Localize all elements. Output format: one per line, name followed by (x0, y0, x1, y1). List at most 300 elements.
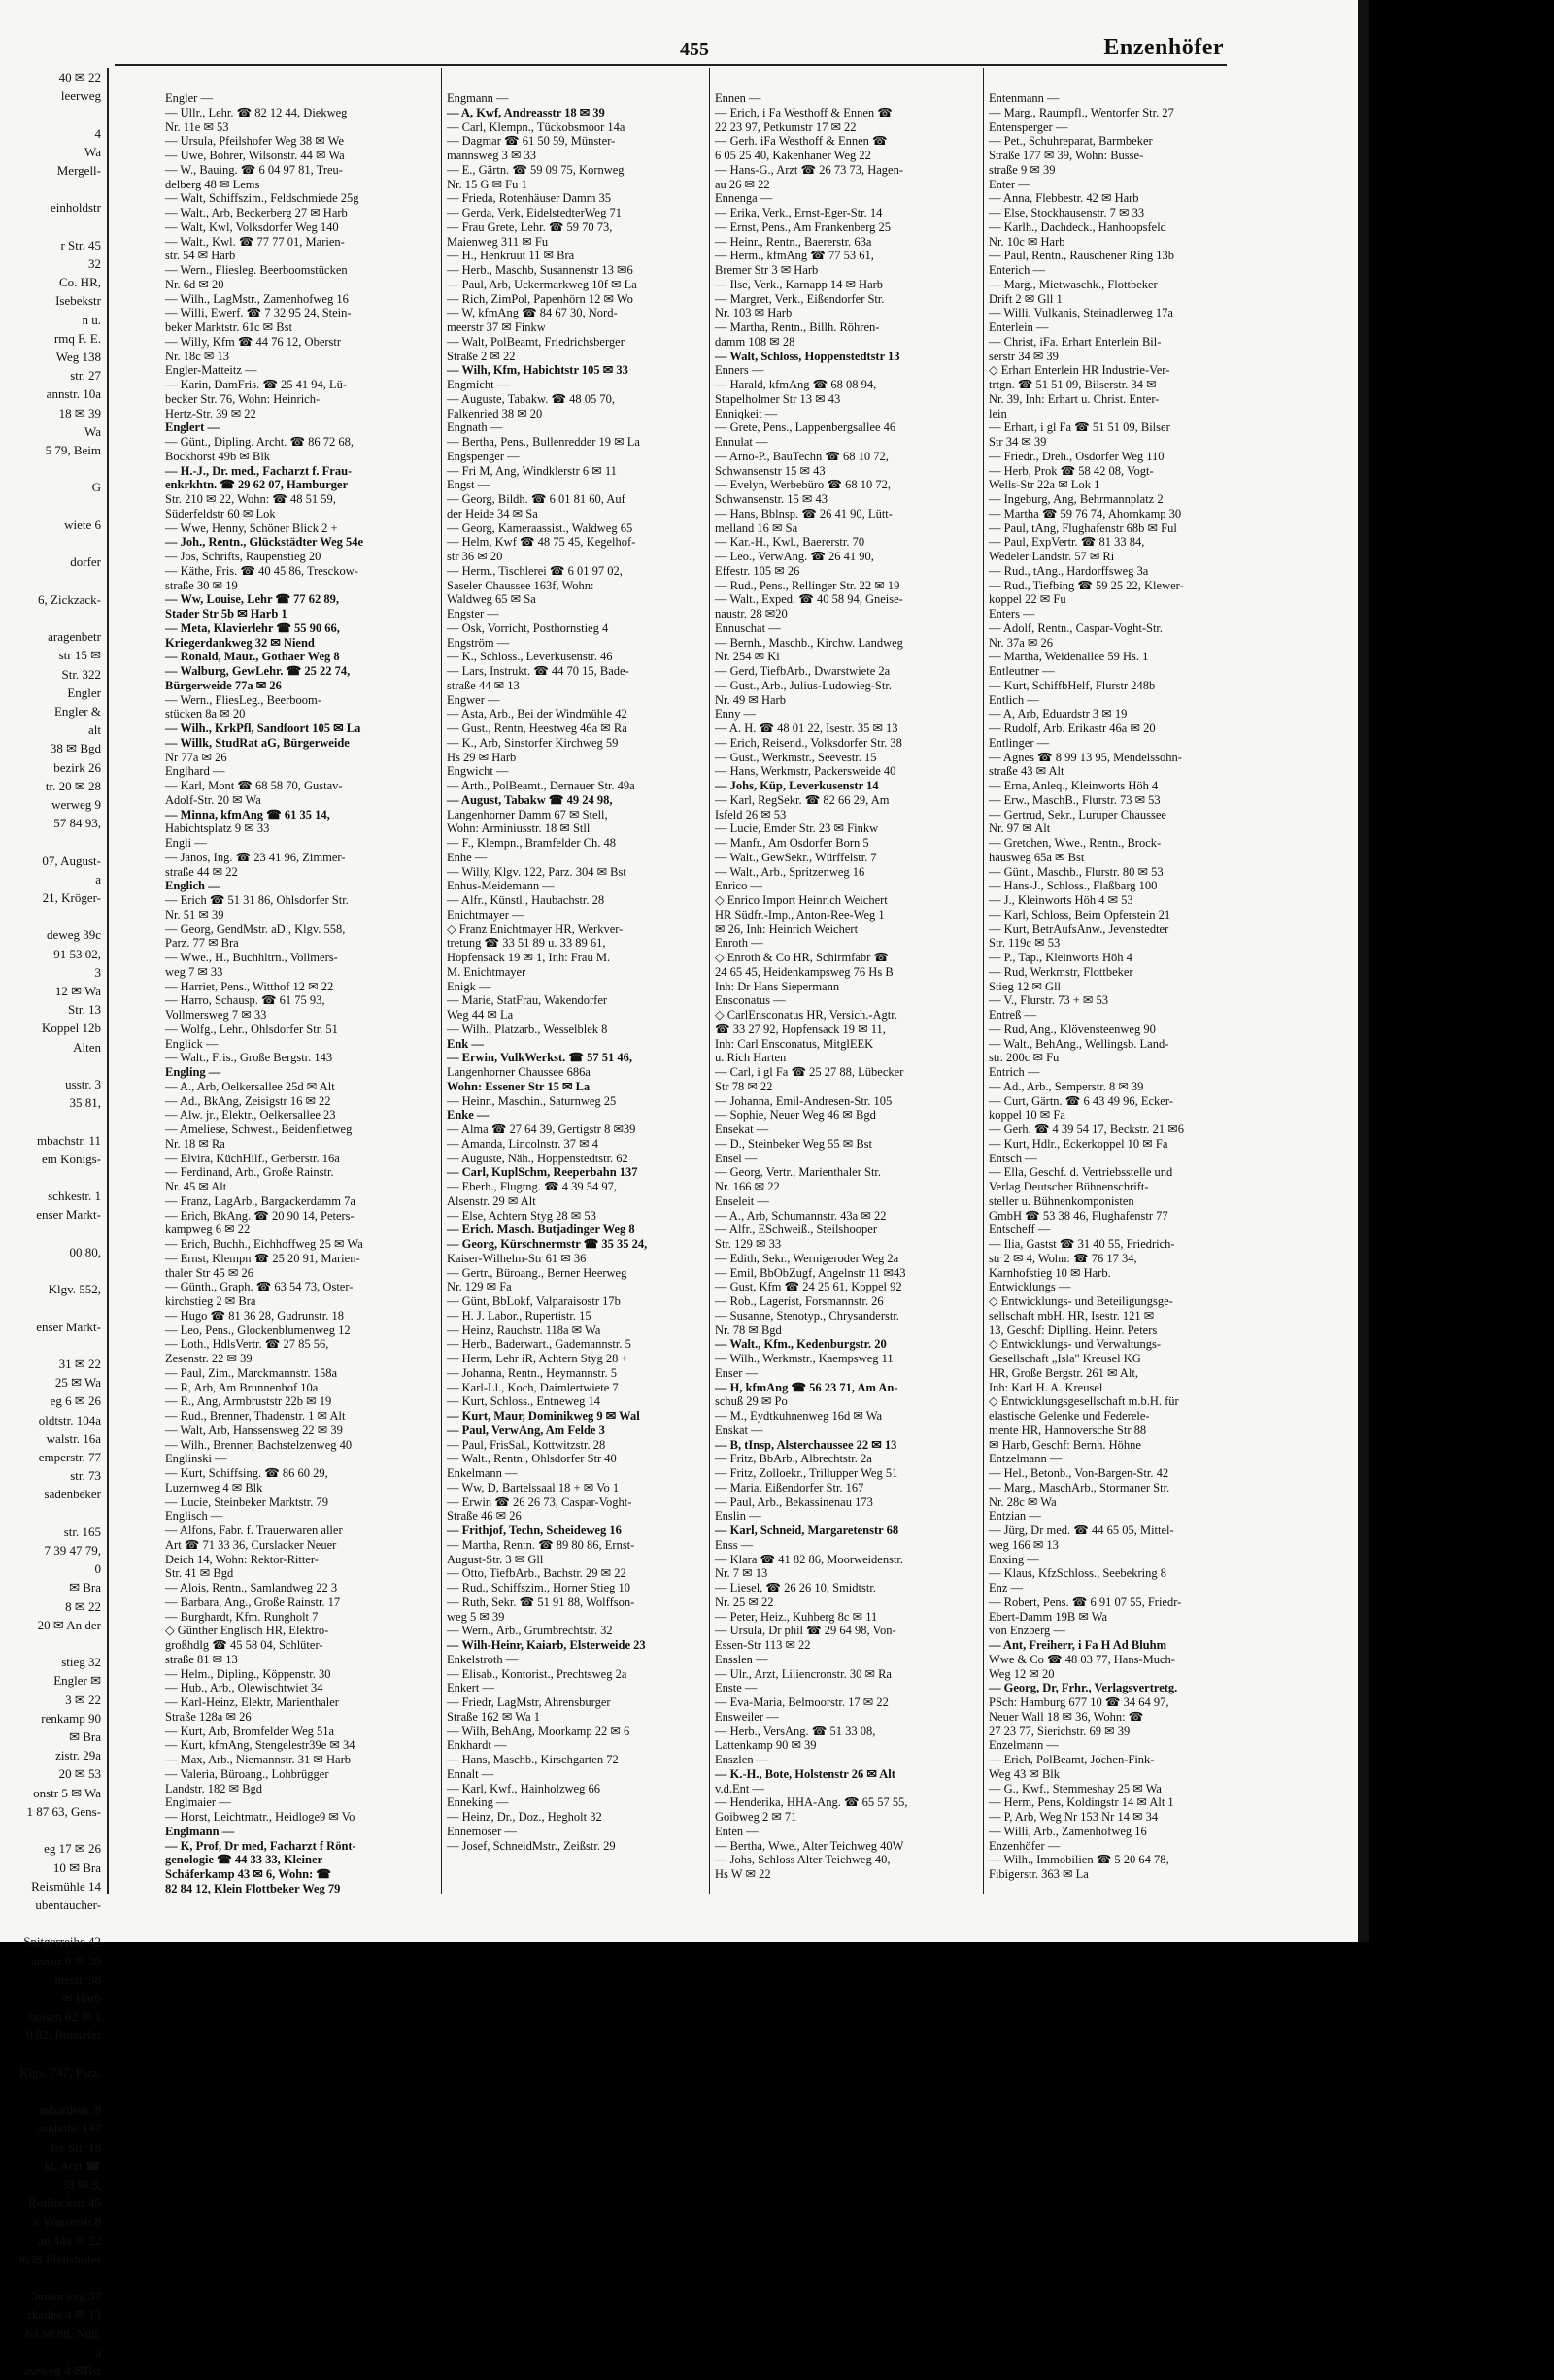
directory-entry-line: — Martha, Rentn., Billh. Röhren- (715, 320, 880, 334)
directory-entry-line: — Osk, Vorricht, Posthornstieg 4 (447, 620, 609, 635)
directory-entry-line: — Karl-Heinz, Elektr, Marienthaler (165, 1695, 339, 1709)
directory-entry-line: Nr. 25 ✉ 22 (715, 1594, 774, 1609)
directory-entry-line: Enter — (989, 177, 1030, 191)
directory-entry-line: — Herb., Baderwart., Gademannstr. 5 (447, 1337, 631, 1352)
directory-entry-line: — A. H. ☎ 48 01 22, Isestr. 35 ✉ 13 (715, 721, 898, 735)
directory-entry-line: Nr 77a ✉ 26 (165, 750, 227, 764)
directory-entry-line: schuß 29 ✉ Po (715, 1394, 788, 1409)
directory-entry-line: delberg 48 ✉ Lems (165, 177, 260, 191)
directory-entry-line: — R, Arb, Am Brunnenhof 10a (165, 1380, 319, 1394)
directory-entry-line: Engmann — (447, 91, 509, 105)
directory-entry-line: Lattenkamp 90 ✉ 39 (715, 1738, 817, 1753)
directory-entry-line: Ensslen — (715, 1652, 768, 1666)
directory-entry-line: steller u. Bühnenkomponisten (989, 1193, 1134, 1208)
fragment-line: rmq F. E. (53, 330, 101, 346)
fragment-line (0, 1336, 107, 1355)
fragment-line: 3 (94, 964, 101, 980)
fragment-line: 8 ✉ 22 (65, 1598, 101, 1614)
directory-entry-line: Engler — (165, 91, 213, 105)
directory-entry-line: — Lucie, Emder Str. 23 ✉ Finkw (715, 821, 879, 836)
fragment-line (0, 497, 107, 516)
fragment-line: au 44a ✉ 22 (38, 2232, 101, 2248)
fragment-line: 21, Kröger- (42, 889, 101, 905)
fragment-line: ✉ Harb (61, 1990, 101, 2005)
directory-entry-line: Entsch — (989, 1151, 1037, 1165)
fragment-line: Str. 322 (61, 666, 101, 682)
fragment-line: 63 58 88, Nüß, (25, 2326, 101, 2341)
directory-entry-line: — H, kfmAng ☎ 56 23 71, Am An- (715, 1380, 898, 1394)
fragment-line: em Königs- (41, 1151, 101, 1166)
directory-entry-line: serstr 34 ✉ 39 (989, 349, 1059, 363)
fragment-line: annstr. 10a (46, 386, 101, 402)
directory-entry-line: — Gerd, TiefbArb., Dwarstwiete 2a (715, 664, 891, 678)
directory-entry-line: Neuer Wall 18 ✉ 36, Wohn: ☎ (989, 1709, 1144, 1724)
directory-entry-line: Nr. 129 ✉ Fa (447, 1280, 512, 1294)
fragment-line: 35 81, (69, 1095, 101, 1111)
directory-entry-line: — Christ, iFa. Erhart Enterlein Bil- (989, 334, 1162, 349)
directory-entry-line: weg 7 ✉ 33 (165, 964, 223, 979)
directory-entry-line: ◇ Entwicklungs- und Beteiligungsge- (989, 1294, 1173, 1308)
fragment-line: 12 ✉ Wa (54, 983, 101, 998)
directory-entry-line: Stader Str 5b ✉ Harb 1 (165, 607, 287, 620)
directory-entry-line: meerstr 37 ✉ Finkw (447, 320, 546, 334)
directory-entry-line: — Helm, Kwf ☎ 48 75 45, Kegelhof- (447, 535, 636, 550)
fragment-line: leerweg (60, 88, 101, 104)
directory-entry-line: — Minna, kfmAng ☎ 61 35 14, (165, 807, 330, 821)
directory-entry-line: Weg 43 ✉ Blk (989, 1766, 1061, 1781)
directory-entry-line: Wells-Str 22a ✉ Lok 1 (989, 478, 1100, 492)
directory-entry-line: — Rud, Werkmstr, Flottbeker (989, 964, 1133, 979)
fragment-line: Klgv. 552, (48, 1282, 101, 1297)
directory-entry-line: Parz. 77 ✉ Bra (165, 936, 239, 951)
directory-entry-line: Engster — (447, 607, 499, 620)
directory-entry-line: Englhard — (165, 764, 225, 779)
directory-entry-line: — Marg., Mietwaschk., Flottbeker (989, 277, 1158, 291)
directory-entry-line: — Bertha, Wwe., Alter Teichweg 40W (715, 1838, 904, 1853)
directory-entry-line: — Wern., FliesLeg., Beerboom- (165, 692, 321, 707)
directory-entry-line: Ebert-Damm 19B ✉ Wa (989, 1609, 1108, 1624)
directory-entry-line: — Hugo ☎ 81 36 28, Gudrunstr. 18 (165, 1308, 344, 1323)
directory-entry-line: Saseler Chaussee 163f, Wohn: (447, 578, 594, 592)
directory-entry-line: — M., Eydtkuhnenweg 16d ✉ Wa (715, 1409, 883, 1423)
directory-entry-line: — Kurt, Hdlr., Eckerkoppel 10 ✉ Fa (989, 1136, 1168, 1151)
directory-entry-line: — Lucie, Steinbeker Marktstr. 79 (165, 1494, 329, 1509)
directory-entry-line: Wohn: Arminiusstr. 18 ✉ Stll (447, 821, 591, 836)
directory-entry-line: — Burghardt, Kfm. Rungholt 7 (165, 1609, 319, 1624)
fragment-line (0, 2045, 107, 2063)
directory-entry-line: — Meta, Klavierlehr ☎ 55 90 66, (165, 620, 340, 635)
directory-entry-line: — Klaus, KfzSchloss., Seebekring 8 (989, 1566, 1166, 1581)
page-number: 455 (680, 39, 709, 60)
directory-entry-line: Nr. 15 G ✉ Fu 1 (447, 177, 527, 191)
directory-entry-line: — Willy, Klgv. 122, Parz. 304 ✉ Bst (447, 864, 626, 879)
fragment-line: Wa (84, 144, 101, 159)
directory-entry-line: — Walt, Arb, Hanssensweg 22 ✉ 39 (165, 1423, 343, 1437)
directory-entry-line: straße 44 ✉ 22 (165, 864, 238, 879)
directory-entry-line: — Walt, Kwl, Volksdorfer Weg 140 (165, 219, 339, 234)
fragment-line: enser Markt- (36, 1207, 101, 1223)
directory-entry-line: — August, Tabakw ☎ 49 24 98, (447, 792, 613, 807)
fragment-line: Rolfinckstr 45 (28, 2196, 101, 2211)
directory-entry-line: Drift 2 ✉ Gll 1 (989, 291, 1063, 306)
fragment-line: wiete 6 (64, 517, 101, 532)
fragment-line: 3 ✉ 22 (65, 1692, 101, 1707)
directory-entry-line: Luzernweg 4 ✉ Blk (165, 1480, 263, 1494)
directory-entry-line: beker Marktstr. 61c ✉ Bst (165, 320, 292, 334)
directory-entry-line: — Frithjof, Techn, Scheideweg 16 (447, 1524, 622, 1537)
directory-entry-line: Engspenger — (447, 449, 520, 463)
directory-entry-line: — Herb, Prok ☎ 58 42 08, Vogt- (989, 463, 1154, 478)
fragment-line: deweg 39c (47, 927, 101, 943)
directory-entry-line: Enhe — (447, 850, 488, 864)
directory-entry-line: — Wilh., Platzarb., Wesselblek 8 (447, 1022, 608, 1036)
directory-entry-line: — Ameliese, Schwest., Beidenfletweg (165, 1123, 353, 1136)
directory-entry-line: — Leo, Pens., Glockenblumenweg 12 (165, 1323, 351, 1337)
directory-entry-line: — Willk, StudRat aG, Bürgerweide (165, 735, 350, 750)
fragment-line: str. 165 (63, 1524, 101, 1539)
fragment-line (0, 571, 107, 589)
column-divider (983, 68, 984, 1894)
directory-entry-line: — Manfr., Am Osdorfer Born 5 (715, 836, 869, 850)
directory-entry-line: — Alfr., Künstl., Haubachstr. 28 (447, 893, 605, 907)
directory-entry-line: Nr. 18c ✉ 13 (165, 349, 230, 363)
directory-entry-line: Engnath — (447, 420, 503, 435)
fragment-line: 0 82, Borsteler (26, 2028, 101, 2043)
fragment-line: 6, Zickzack- (38, 591, 101, 607)
directory-entry-line: — Alw. jr., Elektr., Oelkersallee 23 (165, 1108, 336, 1123)
fragment-line: mestr. 38 (54, 1971, 101, 1987)
fragment-line: stieg 32 (61, 1655, 101, 1670)
fragment-line: Str. 13 (68, 1002, 101, 1018)
fragment-line: 20 ✉ 53 (58, 1766, 101, 1782)
directory-entry-line: — Wilh., Brenner, Bachstelzenweg 40 (165, 1437, 353, 1452)
fragment-line: 36 ✉ Pfeilshofer (16, 2251, 101, 2266)
directory-entry-line: — Erhart, i gl Fa ☎ 51 51 09, Bilser (989, 420, 1170, 435)
directory-entry-line: — Johs, Schloss Alter Teichweg 40, (715, 1853, 891, 1867)
directory-entry-line: ◇ Franz Enichtmayer HR, Werkver- (447, 922, 624, 936)
directory-entry-line: Engmicht — (447, 378, 510, 391)
fragment-line: 40 ✉ 22 (58, 70, 101, 84)
directory-entry-line: Schwansenstr 15 ✉ 43 (715, 463, 826, 478)
directory-entry-line: — Ww, D, Bartelssaal 18 + ✉ Vo 1 (447, 1480, 620, 1494)
directory-entry-line: Nr. 51 ✉ 39 (165, 907, 224, 922)
directory-entry-line: Engler-Matteitz — (165, 363, 257, 378)
fragment-line (0, 1298, 107, 1317)
directory-entry-line: Enroth — (715, 936, 763, 951)
directory-entry-line: Nr. 166 ✉ 22 (715, 1180, 780, 1193)
fragment-line: 32 (88, 256, 101, 272)
directory-entry-line: Falkenried 38 ✉ 20 (447, 406, 543, 420)
directory-entry-line: weg 166 ✉ 13 (989, 1537, 1059, 1552)
directory-entry-line: — V., Flurstr. 73 + ✉ 53 (989, 993, 1108, 1008)
directory-entry-line: — Henderika, HHA-Ang. ☎ 65 57 55, (715, 1795, 908, 1810)
directory-entry-line: — Karl, Schloss, Beim Opferstein 21 (989, 907, 1171, 922)
fragment-line: ✉ Bra (69, 1580, 101, 1595)
directory-entry-line: — Gerh. ☎ 4 39 54 17, Beckstr. 21 ✉6 (989, 1123, 1185, 1136)
directory-entry-line: str 2 ✉ 4, Wohn: ☎ 76 17 34, (989, 1251, 1137, 1265)
fragment-line: 18 ✉ 39 (58, 405, 101, 420)
directory-entry-line: — Willi, Vulkanis, Steinadlerweg 17a (989, 306, 1173, 320)
fragment-line: rkallee 4 ✉ 13 (27, 2307, 101, 2323)
directory-entry-line: Enters — (989, 607, 1035, 620)
directory-entry-line: — R., Ang, Armbruststr 22b ✉ 19 (165, 1394, 332, 1409)
fragment-line: 07, August- (42, 853, 101, 868)
fragment-line: enser Markt- (36, 1319, 101, 1334)
directory-entry-line: Schäferkamp 43 ✉ 6, Wohn: ☎ (165, 1867, 331, 1881)
directory-entry-line: straße 44 ✉ 13 (447, 678, 520, 692)
fragment-line: Snitgerreihe 42 (23, 1934, 101, 1950)
directory-entry-line: — Hans-J., Schloss., Flaßbarg 100 (989, 879, 1158, 893)
directory-entry-line: — Johanna, Rentn., Heymannstr. 5 (447, 1365, 617, 1380)
fragment-line: str 15 ✉ (58, 648, 101, 663)
directory-entry-line: — Jos, Schrifts, Raupenstieg 20 (165, 550, 321, 563)
directory-entry-line: der Heide 34 ✉ Sa (447, 506, 538, 520)
directory-entry-line: becker Str. 76, Wohn: Heinrich- (165, 391, 321, 406)
directory-entry-line: PSch: Hamburg 677 10 ☎ 34 64 97, (989, 1695, 1169, 1709)
fragment-line (0, 459, 107, 478)
fragment-line: einholdstr (51, 200, 101, 216)
directory-entry-line: August-Str. 3 ✉ Gll (447, 1552, 544, 1566)
directory-entry-line: — Bernh., Maschb., Kirchw. Landweg (715, 635, 903, 650)
directory-entry-line: Inh: Dr Hans Siepermann (715, 979, 840, 993)
fragment-line: renkamp 90 (41, 1710, 101, 1726)
fragment-line (0, 180, 107, 198)
directory-entry-line: — Ilse, Verk., Karnapp 14 ✉ Harb (715, 277, 884, 291)
directory-entry-line: — Harro, Schausp. ☎ 61 75 93, (165, 993, 325, 1008)
running-head: Enzenhöfer (1103, 35, 1224, 60)
fragment-line: Mergell- (56, 163, 101, 179)
directory-entry-line: straße 43 ✉ Alt (989, 764, 1064, 779)
directory-entry-line: — Paul, Zim., Marckmannstr. 158a (165, 1365, 338, 1380)
directory-entry-line: Ensel — (715, 1151, 758, 1165)
directory-entry-line: — Johs, Küp, Leverkusenstr 14 (715, 779, 879, 792)
fragment-line: ✉ Bra (69, 1729, 101, 1745)
directory-entry-line: Weg 44 ✉ La (447, 1008, 514, 1022)
directory-entry-line: — Marg., MaschArb., Stormaner Str. (989, 1480, 1170, 1494)
directory-entry-line: — Gust., Werkmstr., Seevestr. 15 (715, 750, 877, 764)
directory-entry-line: Str. 119c ✉ 53 (989, 936, 1061, 951)
directory-entry-line: — Karin, DamFris. ☎ 25 41 94, Lü- (165, 378, 348, 391)
directory-entry-line: — Auguste, Näh., Hoppenstedtstr. 62 (447, 1151, 628, 1165)
directory-entry-line: Art ☎ 71 33 36, Curslacker Neuer (165, 1537, 337, 1552)
directory-entry-line: — Walt., BehAng., Wellingsb. Land- (989, 1036, 1169, 1051)
directory-entry-line: — Jürg, Dr med. ☎ 44 65 05, Mittel- (989, 1524, 1174, 1537)
directory-entry-line: Nr. 97 ✉ Alt (989, 821, 1051, 836)
fragment-line: 4 (94, 125, 101, 141)
fragment-line (0, 2082, 107, 2100)
fragment-line (0, 1821, 107, 1839)
directory-entry-line: Fibigerstr. 363 ✉ La (989, 1867, 1089, 1881)
directory-entry-line: — Auguste, Tabakw. ☎ 48 05 70, (447, 391, 616, 406)
fragment-line: alt (88, 722, 101, 738)
directory-entry-line: — Erwin ☎ 26 26 73, Caspar-Voght- (447, 1494, 632, 1509)
directory-entry-line: — Fritz, BbArb., Albrechtstr. 2a (715, 1452, 872, 1466)
directory-entry-line: — Marie, StatFrau, Wakendorfer (447, 993, 608, 1008)
directory-entry-line: Bockhorst 49b ✉ Blk (165, 449, 271, 463)
directory-entry-line: — Emil, BbObZugf, Angelnstr 11 ✉43 (715, 1265, 906, 1280)
directory-entry-line: — Günt., Maschb., Flurstr. 80 ✉ 53 (989, 864, 1164, 879)
fragment-line: onstr 5 ✉ Wa (33, 1785, 101, 1800)
directory-entry-line: — Klara ☎ 41 82 86, Moorweidenstr. (715, 1552, 904, 1566)
directory-entry-line: — Horst, Leichtmatr., Heidloge9 ✉ Vo (165, 1810, 355, 1824)
directory-entry-line: — Georg, Dr, Frhr., Verlagsvertretg. (989, 1681, 1178, 1695)
directory-entry-line: Enners — (715, 363, 764, 378)
directory-entry-line: ✉ Harb, Geschf: Bernh. Höhne (989, 1437, 1141, 1452)
directory-entry-line: Engwicht — (447, 764, 509, 779)
directory-entry-line: — Herb., Maschb, Susannenstr 13 ✉6 (447, 263, 633, 277)
page-header (117, 29, 1224, 62)
directory-entry-line: Hopfensack 19 ✉ 1, Inh: Frau M. (447, 951, 611, 964)
directory-entry-line: v.d.Ent — (715, 1781, 764, 1795)
directory-entry-line: — Liesel, ☎ 26 26 10, Smidtstr. (715, 1581, 876, 1594)
directory-entry-line: Nr. 18 ✉ Ra (165, 1136, 225, 1151)
directory-entry-line: Str. 210 ✉ 22, Wohn: ☎ 48 51 59, (165, 492, 336, 506)
directory-entry-line: Stapelholmer Str 13 ✉ 43 (715, 391, 841, 406)
directory-entry-line: — Wilh, Kfm, Habichtstr 105 ✉ 33 (447, 363, 628, 378)
directory-entry-line: Englmaier — (165, 1795, 231, 1810)
directory-entry-line: — Wolfg., Lehr., Ohlsdorfer Str. 51 (165, 1022, 338, 1036)
directory-entry-line: — K., Schloss., Leverkusenstr. 46 (447, 650, 613, 664)
directory-entry-line: — Karl, Kwf., Hainholzweg 66 (447, 1781, 600, 1795)
fragment-line: eg 6 ✉ 26 (50, 1393, 101, 1409)
directory-entry-line: von Enzberg — (989, 1624, 1065, 1638)
directory-entry-line: kirchstieg 2 ✉ Bra (165, 1294, 256, 1308)
directory-entry-line: — Rud., Schiffszim., Horner Stieg 10 (447, 1581, 630, 1594)
directory-entry-line: — Peter, Heiz., Kuhberg 8c ✉ 11 (715, 1609, 878, 1624)
directory-entry-line: — Ursula, Dr phil ☎ 29 64 98, Von- (715, 1624, 896, 1638)
directory-entry-line: Str. 41 ✉ Bgd (165, 1566, 234, 1581)
directory-entry-line: — Ernst, Pens., Am Frankenberg 25 (715, 219, 892, 234)
fragment-line: Wa (84, 423, 101, 439)
directory-entry-line: Kriegerdankweg 32 ✉ Niend (165, 635, 315, 650)
directory-entry-line: — Wilh, BehAng, Moorkamp 22 ✉ 6 (447, 1724, 630, 1738)
directory-entry-line: ◇ Enrico Import Heinrich Weichert (715, 893, 888, 907)
directory-entry-line: — Erw., MaschB., Flurstr. 73 ✉ 53 (989, 792, 1161, 807)
directory-entry-line: Enigk — (447, 979, 491, 993)
directory-entry-line: — Arno-P., BauTechn ☎ 68 10 72, (715, 449, 889, 463)
fragment-line: Isebekstr (55, 293, 101, 309)
directory-entry-line: Enkhardt — (447, 1738, 507, 1753)
directory-entry-line: Inh: Karl H. A. Kreusel (989, 1380, 1103, 1394)
directory-entry-line: Enskat — (715, 1423, 763, 1437)
directory-entry-line: — Frau Grete, Lehr. ☎ 59 70 73, (447, 219, 613, 234)
directory-entry-line: — Georg, Bildh. ☎ 6 01 81 60, Auf (447, 492, 625, 506)
directory-entry-line: — Martha ☎ 59 76 74, Ahornkamp 30 (989, 506, 1182, 520)
fragment-line (0, 1504, 107, 1523)
directory-entry-line: — Erich ☎ 51 31 86, Ohlsdorfer Str. (165, 893, 349, 907)
directory-entry-line: großhdlg ☎ 45 58 04, Schlüter- (165, 1638, 323, 1652)
directory-entry-line: — Wwe., H., Buchhltrn., Vollmers- (165, 951, 338, 964)
directory-entry-line: — Curt, Gärtn. ☎ 6 43 49 96, Ecker- (989, 1093, 1173, 1108)
directory-entry-line: Nr. 49 ✉ Harb (715, 692, 786, 707)
directory-entry-line: Entreß — (989, 1008, 1036, 1022)
directory-entry-line: — Gertr., Büroang., Berner Heerweg (447, 1265, 627, 1280)
directory-entry-line: Entenmann — (989, 91, 1060, 105)
fragment-line: kt. Arzt ☎ (44, 2158, 101, 2173)
directory-entry-line: 82 84 12, Klein Flottbeker Weg 79 (165, 1881, 341, 1895)
directory-entry-line: — Walt., Arb., Spritzenweg 16 (715, 864, 865, 879)
directory-entry-line: Wwe & Co ☎ 48 03 77, Hans-Much- (989, 1652, 1175, 1666)
directory-entry-line: Straße 46 ✉ 26 (447, 1509, 522, 1524)
directory-entry-line: — Herm., kfmAng ☎ 77 53 61, (715, 249, 874, 263)
header-rule (115, 64, 1227, 66)
directory-entry-line: Enszlen — (715, 1753, 769, 1766)
fragment-line: emperstr. 77 (38, 1450, 101, 1465)
directory-entry-line: — Hel., Betonb., Von-Bargen-Str. 42 (989, 1466, 1169, 1480)
fragment-line: eg 17 ✉ 26 (44, 1841, 101, 1857)
directory-entry-line: Nr. 78 ✉ Bgd (715, 1323, 782, 1337)
directory-entry-line: Landstr. 182 ✉ Bgd (165, 1781, 263, 1795)
directory-entry-line: Nr. 37a ✉ 26 (989, 635, 1054, 650)
directory-entry-line: — Herm, Lehr iR, Achtern Styg 28 + (447, 1352, 628, 1365)
directory-entry-line: ☎ 33 27 92, Hopfensack 19 ✉ 11, (715, 1022, 886, 1036)
directory-entry-line: — Lars, Instrukt. ☎ 44 70 15, Bade- (447, 664, 629, 678)
directory-entry-line: Nr. 103 ✉ Harb (715, 306, 793, 320)
directory-column-2 (447, 91, 717, 1897)
fragment-line: walstr. 16a (46, 1430, 101, 1446)
directory-entry-line: — Max, Arb., Niemannstr. 31 ✉ Harb (165, 1753, 352, 1766)
directory-entry-line: — Erich, BkAng. ☎ 20 90 14, Peters- (165, 1208, 355, 1223)
directory-entry-line: — Walt., Fris., Große Bergstr. 143 (165, 1051, 333, 1065)
directory-entry-line: Wedeler Landstr. 57 ✉ Ri (989, 550, 1115, 563)
fragment-line: r. Wasserstr.8 (33, 2214, 101, 2229)
directory-entry-line: Entzelmann — (989, 1452, 1063, 1466)
directory-entry-line: str 36 ✉ 20 (447, 550, 503, 563)
directory-entry-line: straße 30 ✉ 19 (165, 578, 238, 592)
directory-entry-line: — Wilh., Werkmstr., Kaempsweg 11 (715, 1352, 894, 1365)
directory-entry-line: Alsenstr. 29 ✉ Alt (447, 1193, 536, 1208)
directory-entry-line: — Gust., Arb., Julius-Ludowieg-Str. (715, 678, 892, 692)
directory-entry-line: Entscheff — (989, 1223, 1051, 1237)
directory-entry-line: — Frieda, Rotenhäuser Damm 35 (447, 191, 612, 206)
directory-entry-line: — Willy, Kfm ☎ 44 76 12, Oberstr (165, 334, 342, 349)
directory-entry-line: — Ella, Geschf. d. Vertriebsstelle und (989, 1165, 1173, 1180)
fragment-line: Klgv. 747, Parz. (18, 2064, 101, 2080)
directory-entry-line: — Ant, Freiherr, i Fa H Ad Bluhm (989, 1638, 1167, 1652)
directory-entry-line: ◇ Enroth & Co HR, Schirmfabr ☎ (715, 951, 889, 964)
directory-entry-line: Nr. 7 ✉ 13 (715, 1566, 768, 1581)
directory-entry-line: Inh: Carl Ensconatus, MitglEEK (715, 1036, 874, 1051)
fragment-line (0, 609, 107, 627)
directory-entry-line: — Paul, FrisSal., Kottwitzstr. 28 (447, 1437, 606, 1452)
directory-entry-line: Entwicklungs — (989, 1280, 1071, 1294)
directory-entry-line: — Ad., BkAng, Zeisigstr 16 ✉ 22 (165, 1093, 331, 1108)
directory-entry-line: — Karlh., Dachdeck., Hanhoopsfeld (989, 219, 1166, 234)
directory-entry-line: Englinski — (165, 1452, 227, 1466)
directory-entry-line: hausweg 65a ✉ Bst (989, 850, 1085, 864)
directory-entry-line: — Else, Achtern Styg 28 ✉ 53 (447, 1208, 596, 1223)
directory-entry-line: GmbH ☎ 53 38 46, Flughafenstr 77 (989, 1208, 1168, 1223)
directory-entry-line: — Walt., Rentn., Ohlsdorfer Str 40 (447, 1452, 617, 1466)
directory-entry-line: — Wern., Arb., Grumbrechtstr. 32 (447, 1624, 613, 1638)
directory-entry-line: — Ullr., Lehr. ☎ 82 12 44, Diekweg (165, 105, 348, 119)
directory-entry-line: — G., Kwf., Stemmeshay 25 ✉ Wa (989, 1781, 1162, 1795)
directory-entry-line: — Hub., Arb., Olewischtwiet 34 (165, 1681, 323, 1695)
directory-entry-line: — Eberh., Flugtng. ☎ 4 39 54 97, (447, 1180, 617, 1193)
directory-entry-line: stücken 8a ✉ 20 (165, 707, 246, 721)
directory-entry-line: Ennen — (715, 91, 761, 105)
directory-entry-line: — Gertrud, Sekr., Luruper Chaussee (989, 807, 1166, 821)
directory-entry-line: Hertz-Str. 39 ✉ 22 (165, 406, 256, 420)
directory-entry-line: — P., Tap., Kleinworts Höh 4 (989, 951, 1132, 964)
directory-entry-line: — Barbara, Ang., Große Rainstr. 17 (165, 1594, 341, 1609)
directory-entry-line: — Rich, ZimPol, Papenhörn 12 ✉ Wo (447, 291, 633, 306)
directory-entry-line: — H.-J., Dr. med., Facharzt f. Frau- (165, 463, 353, 478)
directory-entry-line: — Grete, Pens., Lappenbergsallee 46 (715, 420, 896, 435)
directory-entry-line: — Heinz, Dr., Doz., Hegholt 32 (447, 1810, 602, 1824)
directory-entry-line: — Paul, Arb, Uckermarkweg 10f ✉ La (447, 277, 637, 291)
directory-entry-line: — Eva-Maria, Belmoorstr. 17 ✉ 22 (715, 1695, 889, 1709)
